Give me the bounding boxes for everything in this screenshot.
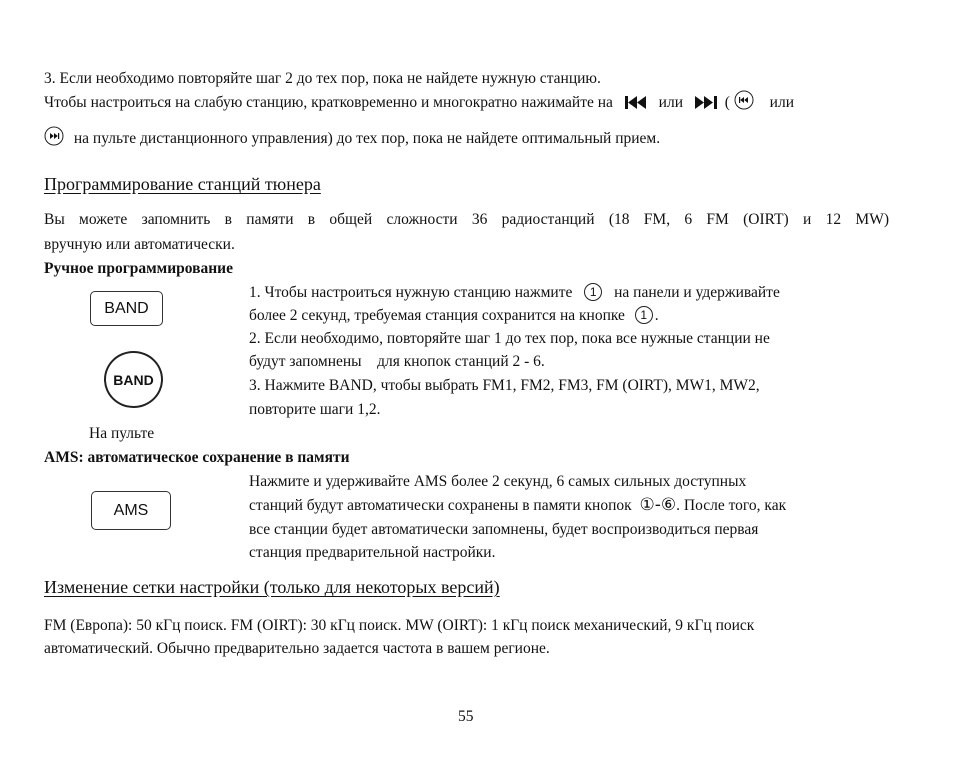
- ams-line-3: все станции будет автоматически запомнены, будет воспроизводиться первая: [249, 521, 759, 538]
- manual-step-2-line-1: 2. Если необходимо, повторяйте шаг 1 до тех пор, пока все нужные станции не: [249, 330, 770, 347]
- ams-line-2: [249, 494, 786, 517]
- step1-text-d: .: [654, 307, 659, 324]
- skip-back-icon: [625, 96, 647, 109]
- remote-caption: На пульте: [89, 425, 155, 442]
- section2-line-2: автоматический. Обычно предварительно задается частота в вашем регионе.: [44, 640, 550, 657]
- remote-band-button[interactable]: BAND: [104, 351, 163, 408]
- ams-line-4: станция предварительной настройки.: [249, 544, 496, 561]
- manual-step-3-line-1: 3. Нажмите BAND, чтобы выбрать FM1, FM2, FM3, FM (OIRT), MW1, MW2,: [249, 377, 760, 394]
- intro-line-3-text: на пульте дистанционного управления) до тех пор, пока не найдете оптимальный прием.: [73, 130, 661, 147]
- remote-skip-back-icon: [734, 90, 754, 110]
- intro-line-2-text: Чтобы настроиться на слабую станцию, кратковременно и многократно нажимайте на: [44, 94, 613, 111]
- intro-or-2: или: [769, 94, 794, 111]
- step1-text-c: более 2 секунд, требуемая станция сохранится на кнопке: [249, 307, 625, 324]
- circle-one-icon: 1: [584, 283, 602, 301]
- remote-skip-forward-icon: [44, 126, 64, 146]
- page-number: 55: [458, 708, 474, 725]
- intro-line-2: [44, 90, 794, 114]
- intro-or-1: или: [658, 94, 683, 111]
- step1-text-b: на панели и удерживайте: [614, 284, 780, 301]
- manual-programming-title: Ручное программирование: [44, 260, 233, 277]
- manual-step-1-line-1: [249, 281, 780, 304]
- manual-step-3-line-2: повторите шаги 1,2.: [249, 401, 381, 418]
- section-heading-tuning-step: Изменение сетки настройки (только для некоторых версий): [44, 577, 500, 597]
- section-heading-programming: Программирование станций тюнера: [44, 174, 321, 194]
- intro-paren: (: [724, 94, 730, 111]
- manual-step-1-line-2: [249, 304, 659, 327]
- circle-one-icon-2: 1: [635, 306, 653, 324]
- step1-text-a: 1. Чтобы настроиться нужную станцию нажмите: [249, 284, 573, 301]
- ams-line-2-text-b: . После того, как: [676, 497, 787, 514]
- ams-button[interactable]: AMS: [91, 491, 171, 530]
- ams-line-2-text-a: станций будут автоматически сохранены в памяти кнопок: [249, 497, 632, 514]
- band-button[interactable]: BAND: [90, 291, 163, 326]
- ams-title: AMS: автоматическое сохранение в памяти: [44, 449, 350, 466]
- manual-step-2-line-2: будут запомнены для кнопок станций 2 - 6.: [249, 353, 545, 370]
- ams-line-1: Нажмите и удерживайте AMS более 2 секунд, 6 самых сильных доступных: [249, 473, 747, 490]
- section1-para-line-1: Вы можете запомнить в памяти в общей сложности 36 радиостанций (18 FM, 6 FM (OIRT) и 12 MW): [44, 211, 889, 228]
- section1-para-line-2: вручную или автоматически.: [44, 236, 235, 253]
- intro-line-3: [44, 126, 660, 150]
- intro-line-1: 3. Если необходимо повторяйте шаг 2 до тех пор, пока не найдете нужную станцию.: [44, 70, 601, 87]
- section2-line-1: FM (Европа): 50 кГц поиск. FM (OIRT): 30 кГц поиск. MW (OIRT): 1 кГц поиск механический, 9 кГц поиск: [44, 617, 755, 634]
- skip-forward-icon: [695, 96, 717, 109]
- preset-range-icons: ①-⑥: [639, 495, 677, 515]
